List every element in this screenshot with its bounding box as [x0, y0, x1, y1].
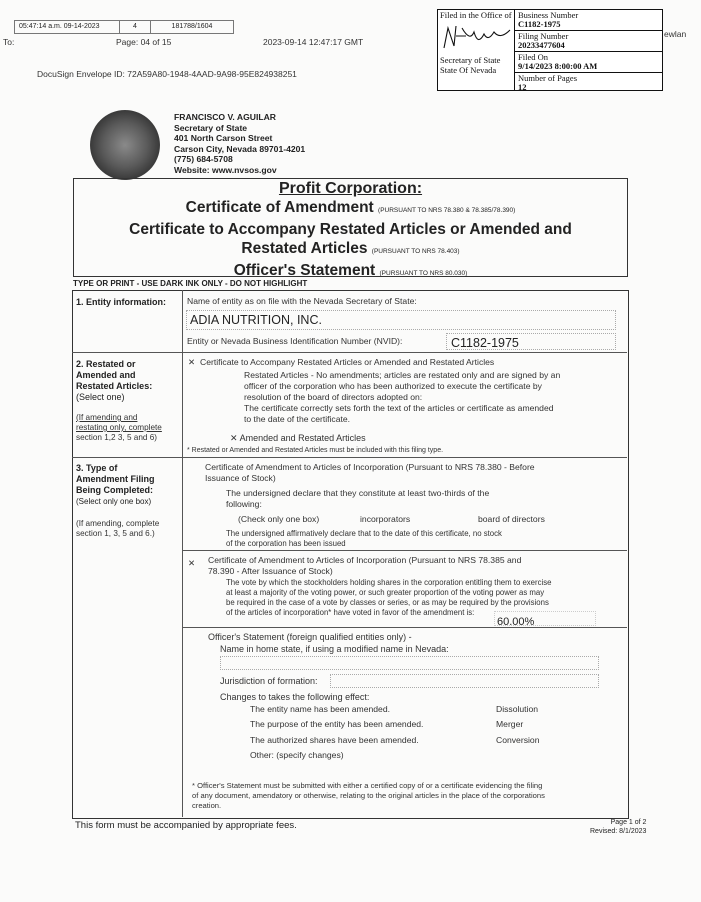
option-certificate-accompany[interactable]: ✕ Certificate to Accompany Restated Articles or Amended and Restated Articles: [188, 357, 495, 367]
option-restated-articles[interactable]: Restated Articles - No amendments; articles are restated only and are signed by an officer of the corporation who has been authorized to execute the certificate by resolution of the board of directors adopted on: The certificate correctly sets forth the text of the articles or certificate as amended to the date of the certificate.: [244, 370, 561, 424]
filed-on-label: Filed On: [518, 52, 548, 62]
filing-number-label: Filing Number: [518, 31, 569, 41]
fax-number: 4: [120, 21, 151, 33]
secretary-of-state-block: [174, 112, 305, 175]
jurisdiction-prompt: Jurisdiction of formation:: [220, 676, 318, 686]
nevada-seal-icon: [90, 110, 160, 180]
section2-note: (If amending and restating only, complete section 1,2 3, 5 and 6): [76, 413, 162, 442]
grid-divider: [182, 290, 183, 817]
title-line2-note: (PURSUANT TO NRS 78.380 & 78.385/78.390): [378, 207, 516, 214]
home-state-name-prompt: Name in home state, if using a modified name in Nevada:: [220, 644, 449, 654]
entity-name-prompt: Name of entity as on file with the Nevada Secretary of State:: [187, 296, 417, 306]
business-number: C1182-1975: [518, 19, 561, 29]
title-line4: Restated Articles: [241, 240, 368, 257]
sos-title: Secretary of State: [174, 122, 248, 133]
entity-name-value: ADIA NUTRITION, INC.: [190, 313, 322, 327]
business-number-label: Business Number: [518, 10, 579, 20]
row-divider-3: [182, 550, 627, 551]
fax-page: Page: 04 of 15: [116, 37, 172, 47]
declare-text: The undersigned declare that they constitute at least two-thirds of the following:: [226, 488, 490, 509]
option-incorporators[interactable]: incorporators: [360, 514, 411, 524]
title-line3: Certificate to Accompany Restated Articles or Amended and: [129, 221, 572, 238]
pages-label: Number of Pages: [518, 73, 578, 83]
change-authorized-shares[interactable]: The authorized shares have been amended.: [250, 735, 419, 745]
check-one-box: (Check only one box): [238, 514, 320, 524]
page-footer: Page 1 of 2 Revised: 8/1/2023: [590, 819, 647, 835]
officer-statement-title[interactable]: Officer's Statement (foreign qualified entities only) -: [208, 632, 412, 642]
section3-note: (If amending, complete section 1, 3, 5 and 6.): [76, 519, 160, 538]
change-purpose[interactable]: The purpose of the entity has been amended.: [250, 719, 424, 729]
section2-footnote: * Restated or Amended and Restated Articles must be included with this filing type.: [187, 447, 444, 454]
change-conversion[interactable]: Conversion: [496, 735, 540, 745]
title-line1: Profit Corporation:: [278, 180, 423, 197]
row-divider-2: [72, 457, 627, 458]
title-line5-note: (PURSUANT TO NRS 80.030): [379, 270, 468, 277]
fax-right-fragment: ewlan: [664, 29, 687, 39]
section2-label: 2. Restated or Amended and Restated Articles: (Select one): [76, 359, 153, 402]
vote-percentage-field[interactable]: [494, 611, 596, 626]
option-board-of-directors[interactable]: board of directors: [478, 514, 545, 524]
fax-time: 05:47:14 a.m. 09-14-2023: [15, 21, 120, 33]
change-dissolution[interactable]: Dissolution: [496, 704, 539, 714]
title-line2: Certificate of Amendment: [185, 199, 374, 216]
type-or-print-instruction: TYPE OR PRINT - USE DARK INK ONLY - DO NOT HIGHLIGHT: [73, 279, 308, 288]
nvid-field[interactable]: [446, 333, 616, 350]
title-line5: Officer's Statement: [233, 262, 376, 279]
fees-note: This form must be accompanied by appropriate fees.: [75, 820, 297, 831]
row-divider-1: [72, 352, 627, 353]
form-title-box: [73, 178, 628, 277]
fax-header-box: [14, 20, 234, 34]
entity-name-field[interactable]: [186, 310, 616, 330]
signature-icon: [440, 22, 512, 54]
nvid-value: C1182-1975: [451, 336, 519, 350]
row-divider-4: [182, 627, 627, 628]
officer-statement-note: * Officer's Statement must be submitted with either a certified copy of or a certificate evidencing the filing of any document, amendatory or otherwise, relating to the original articles in the place of the corporations creation.: [192, 781, 545, 810]
filing-stamp: [437, 9, 663, 91]
fax-id: 181788/1604: [171, 23, 213, 30]
sos-address2: Carson City, Nevada 89701-4201: [174, 143, 306, 154]
filing-number: 20233477604: [518, 40, 565, 50]
change-merger[interactable]: Merger: [496, 719, 524, 729]
changes-prompt: Changes to takes the following effect:: [220, 692, 370, 702]
sos-address1: 401 North Carson Street: [174, 133, 273, 143]
vote-text: The vote by which the stockholders holding shares in the corporation entitling them to exercise at least a majority of the voting power, or such greater proportion of the voting power as may be required in the case of a vote by classes or series, or as may be required by the provisions of the articles of incorporation* have voted in favor of the amendment is:: [226, 578, 552, 617]
title-line4-note: (PURSUANT TO NRS 78.403): [371, 248, 460, 255]
filed-on: 9/14/2023 8:00:00 AM: [518, 61, 598, 71]
pages-count: 12: [518, 82, 527, 92]
affirm-text[interactable]: The undersigned affirmatively declare that to the date of this certificate, no stock of the corporation has been issued: [226, 529, 502, 548]
home-state-name-field[interactable]: [220, 656, 599, 670]
change-entity-name[interactable]: The entity name has been amended.: [250, 704, 390, 714]
sos-phone: (775) 684-5708: [174, 154, 233, 164]
vote-percentage: 60.00%: [497, 616, 535, 628]
fax-timestamp: 2023-09-14 12:47:17 GMT: [263, 37, 364, 47]
sos-name: FRANCISCO V. AGUILAR: [174, 112, 277, 122]
section1-label: 1. Entity information:: [76, 297, 166, 307]
fax-to: To:: [3, 37, 15, 47]
sos-website: Website: www.nvsos.gov: [174, 164, 277, 175]
jurisdiction-field[interactable]: [330, 674, 599, 688]
section3-label: 3. Type of Amendment Filing Being Completed: (Select only one box): [76, 463, 155, 506]
filed-in-label: Filed in the Office of: [440, 10, 512, 20]
option-amended-restated[interactable]: ✕ Amended and Restated Articles: [230, 433, 366, 443]
nvid-prompt: Entity or Nevada Business Identification Number (NVID):: [187, 336, 403, 346]
docusign-envelope-id: DocuSign Envelope ID: 72A59A80-1948-4AAD-9A98-95E824938251: [37, 69, 297, 79]
option-before-issuance[interactable]: Certificate of Amendment to Articles of Incorporation (Pursuant to NRS 78.380 - Before Issuance of Stock): [205, 462, 535, 483]
option-after-issuance[interactable]: ✕ Certificate of Amendment to Articles of Incorporation (Pursuant to NRS 78.385 and 78.390 - After Issuance of Stock): [188, 555, 522, 576]
filing-office: Secretary of State State Of Nevada: [440, 55, 501, 75]
change-other[interactable]: Other: (specify changes): [250, 750, 344, 760]
